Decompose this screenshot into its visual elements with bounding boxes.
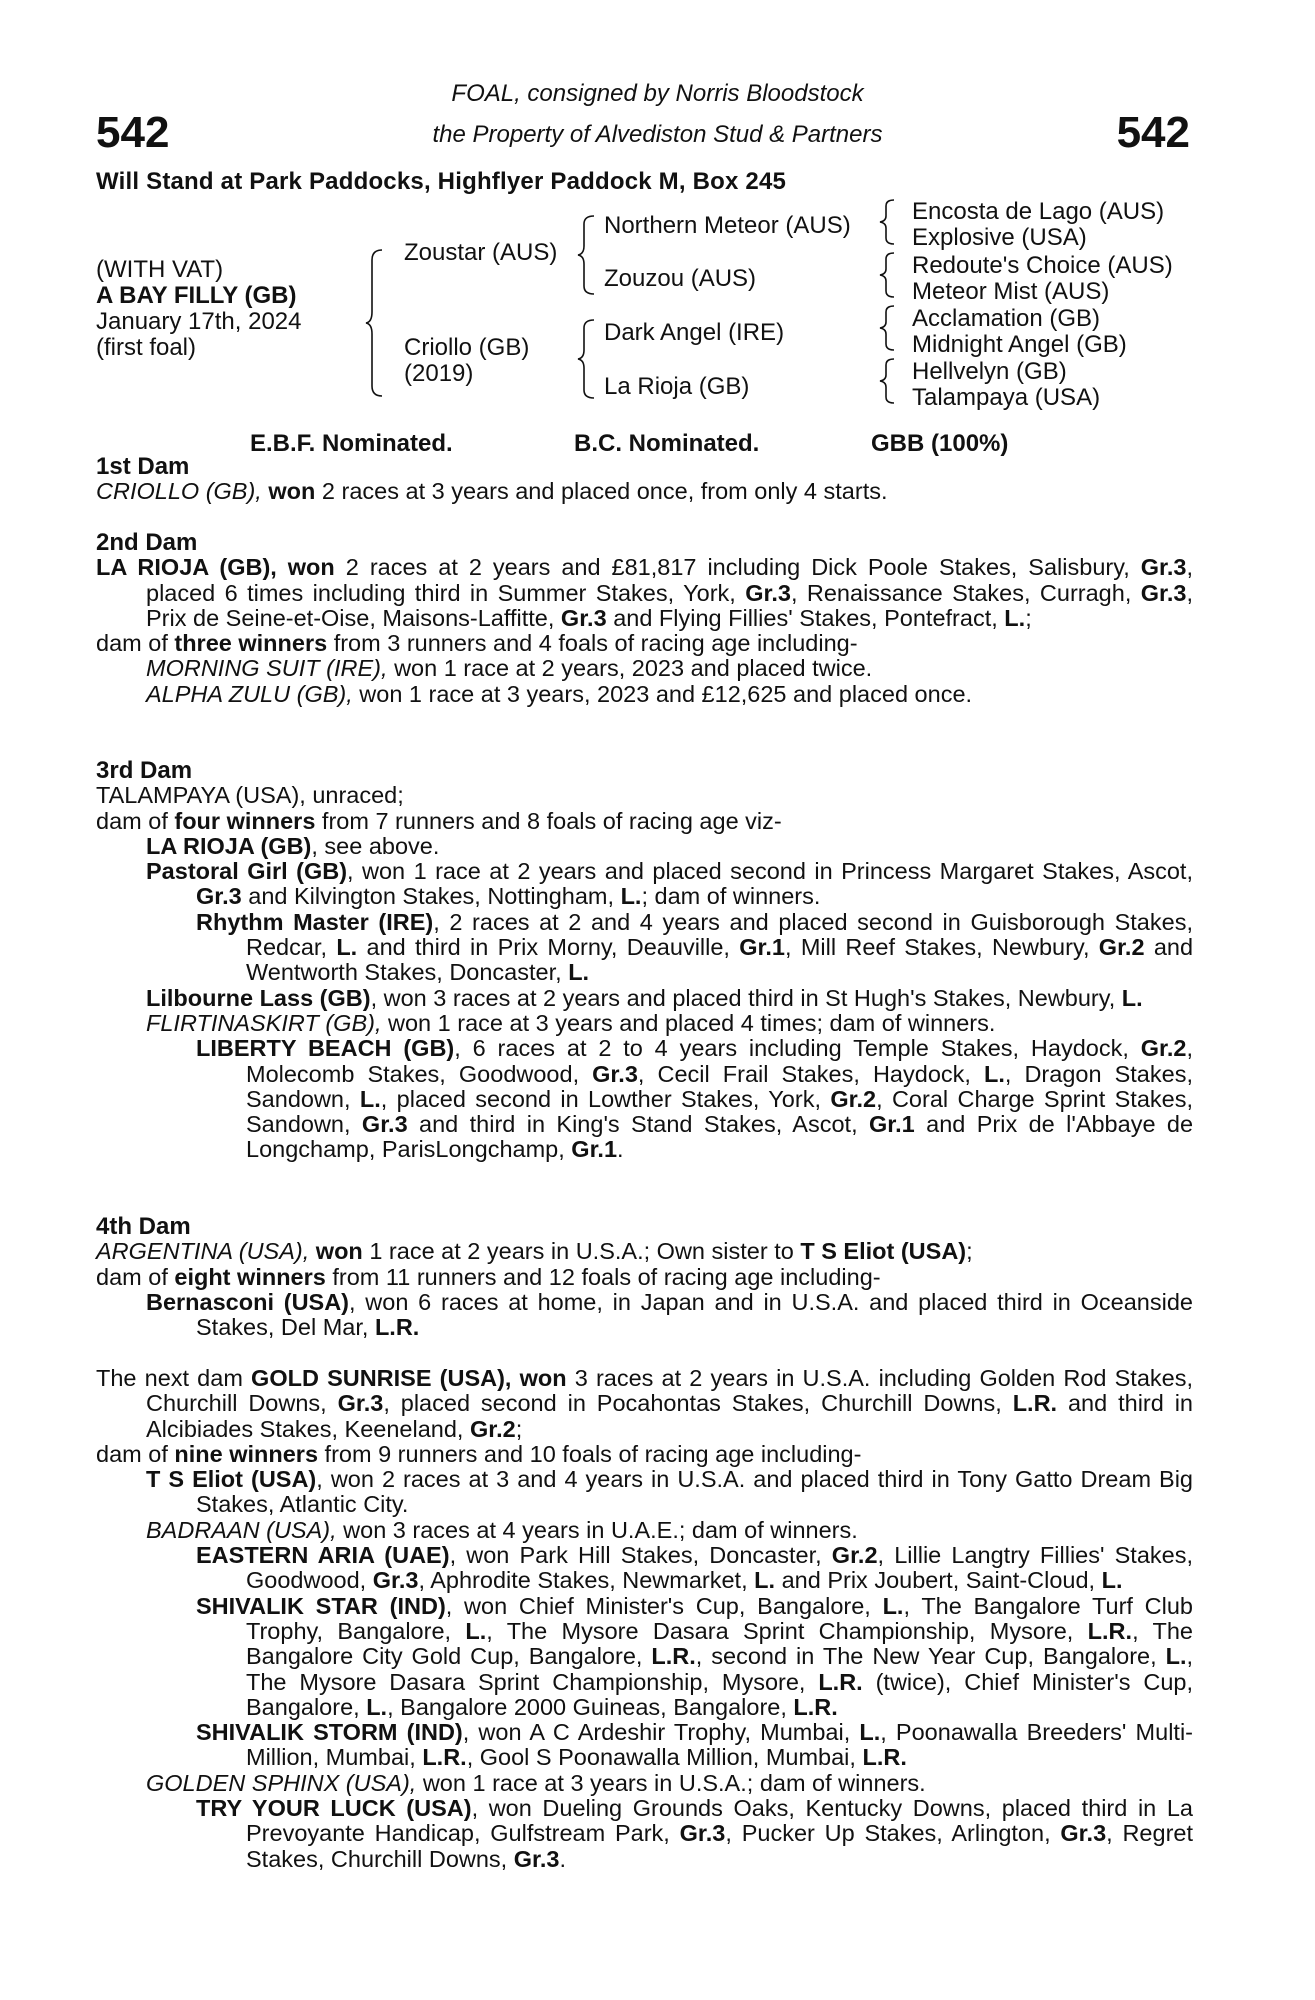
fourth-dam-heading: 4th Dam bbox=[96, 1213, 191, 1240]
second-dam-section bbox=[96, 530, 1193, 707]
produce-liberty-beach: LIBERTY BEACH (GB), 6 races at 2 to 4 years including Temple Stakes, Haydock, Gr.2, Molecomb Stakes, Goodwood, Gr.3, Cecil Frail Stakes, Haydock, L., Dragon Stakes, Sandown, L., placed second in Lowther Stakes, York, Gr.2, Coral Charge Sprint Stakes, Sandown, Gr.3 and third in King's Stand Stakes, Ascot, Gr.1 and Prix de l'Abbaye de Longchamp, ParisLongchamp, Gr.1. bbox=[196, 1035, 1194, 1163]
third-dam-intro: TALAMPAYA (USA), unraced; bbox=[96, 782, 404, 809]
third-dam-heading: 3rd Dam bbox=[96, 757, 193, 784]
next-dam-record: The next dam GOLD SUNRISE (USA), won 3 races at 2 years in U.S.A. including Golden Rod Stakes, Churchill Downs, Gr.3, placed second in Pocahontas Stakes, Churchill Downs, L.R. and third in Alcibiades Stakes, Keeneland, Gr.2; bbox=[96, 1365, 1194, 1442]
produce-shivalik-star: SHIVALIK STAR (IND), won Chief Minister's Cup, Bangalore, L., The Bangalore Turf Club Trophy, Bangalore, L., The Mysore Dasara Sprint Championship, Mysore, L.R., The Bangalore City Gold Cup, Bangalore, L.R., second in The New Year Cup, Bangalore, L., The Mysore Dasara Sprint Championship, Mysore, L.R. (twice), Chief Minister's Cup, Bangalore, L., Bangalore 2000 Guineas, Bangalore, L.R. bbox=[196, 1592, 1194, 1720]
sire-sire: Northern Meteor (AUS) bbox=[604, 212, 851, 239]
produce-try-your-luck: TRY YOUR LUCK (USA), won Dueling Grounds Oaks, Kentucky Downs, placed third in La Prevoyante Handicap, Gulfstream Park, Gr.3, Pucker Up Stakes, Arlington, Gr.3, Regret Stakes, Churchill Downs, Gr.3. bbox=[196, 1795, 1193, 1872]
produce-flirtinaskirt: FLIRTINASKIRT (GB), won 1 race at 3 years and placed 4 times; dam of winners. bbox=[146, 1009, 996, 1036]
lot-number-right: 542 bbox=[1116, 108, 1190, 157]
third-dam-section bbox=[96, 758, 1193, 1163]
dam-dam: La Rioja (GB) bbox=[604, 373, 750, 400]
first-dam-record: CRIOLLO (GB), won 2 races at 3 years and placed once, from only 4 starts. bbox=[96, 478, 888, 505]
second-dam-record: LA RIOJA (GB), won 2 races at 2 years and £81,817 including Dick Poole Stakes, Salisbury, Gr.3, placed 6 times including third in Summer Stakes, York, Gr.3, Renaissance Stakes, Curragh, Gr.3, Prix de Seine-et-Oise, Maisons-Laffitte, Gr.3 and Flying Fillies' Stakes, Pontefract, L.; bbox=[96, 554, 1194, 631]
produce-la-rioja: LA RIOJA (GB), see above. bbox=[146, 832, 440, 859]
produce-shivalik-storm: SHIVALIK STORM (IND), won A C Ardeshir Trophy, Mumbai, L., Poonawalla Breeders' Multi-Million, Mumbai, L.R., Gool S Poonawalla Million, Mumbai, L.R. bbox=[196, 1719, 1193, 1771]
ancestor-4: Meteor Mist (AUS) bbox=[912, 278, 1110, 305]
first-dam-heading: 1st Dam bbox=[96, 453, 190, 480]
produce-morning-suit: MORNING SUIT (IRE), won 1 race at 2 years, 2023 and placed twice. bbox=[146, 655, 873, 682]
sire: Zoustar (AUS) bbox=[404, 239, 558, 266]
first-dam-section bbox=[96, 454, 1193, 505]
second-dam-heading: 2nd Dam bbox=[96, 529, 198, 556]
second-dam-name: LA RIOJA (GB), bbox=[96, 554, 277, 581]
pedigree-bracket-sire bbox=[578, 214, 598, 296]
pedigree-bracket-dam bbox=[578, 318, 598, 400]
horse-name: A BAY FILLY (GB) bbox=[96, 282, 297, 309]
ancestor-7: Hellvelyn (GB) bbox=[912, 358, 1067, 385]
property-line: the Property of Alvediston Stud & Partners bbox=[432, 121, 883, 148]
dam: Criollo (GB) bbox=[404, 334, 530, 361]
ebf-nomination: E.B.F. Nominated. bbox=[250, 430, 453, 457]
gbb-status: GBB (100%) bbox=[871, 430, 1009, 457]
next-dam-produce-summary: dam of nine winners from 9 runners and 10 foals of racing age including- bbox=[96, 1440, 862, 1467]
pedigree-bracket-main bbox=[366, 248, 386, 398]
pedigree-bracket-g4 bbox=[880, 357, 900, 405]
produce-eastern-aria: EASTERN ARIA (UAE), won Park Hill Stakes, Doncaster, Gr.2, Lillie Langtry Fillies' Stakes, Goodwood, Gr.3, Aphrodite Stakes, Newmarket, L. and Prix Joubert, Saint-Cloud, L. bbox=[196, 1542, 1193, 1594]
dam-year: (2019) bbox=[404, 360, 474, 387]
produce-golden-sphinx: GOLDEN SPHINX (USA), won 1 race at 3 years in U.S.A.; dam of winners. bbox=[146, 1769, 926, 1796]
stand-location: Will Stand at Park Paddocks, Highflyer Paddock M, Box 245 bbox=[96, 168, 787, 195]
bc-nomination: B.C. Nominated. bbox=[574, 430, 760, 457]
produce-lilbourne-lass: Lilbourne Lass (GB), won 3 races at 2 years and placed third in St Hugh's Stakes, Newbury, L. bbox=[146, 984, 1143, 1011]
ancestor-1: Encosta de Lago (AUS) bbox=[912, 198, 1165, 225]
produce-pastoral-girl: Pastoral Girl (GB), won 1 race at 2 years and placed second in Princess Margaret Stakes, Ascot, Gr.3 and Kilvington Stakes, Nottingham, L.; dam of winners. bbox=[146, 858, 1193, 910]
vat-note: (WITH VAT) bbox=[96, 256, 224, 283]
next-dam-section bbox=[96, 1366, 1193, 1872]
ancestor-2: Explosive (USA) bbox=[912, 224, 1087, 251]
ancestor-8: Talampaya (USA) bbox=[912, 384, 1101, 411]
ancestor-3: Redoute's Choice (AUS) bbox=[912, 252, 1173, 279]
third-dam-produce-summary: dam of four winners from 7 runners and 8 foals of racing age viz- bbox=[96, 807, 782, 834]
ancestor-5: Acclamation (GB) bbox=[912, 305, 1101, 332]
produce-alpha-zulu: ALPHA ZULU (GB), won 1 race at 3 years, 2023 and £12,625 and placed once. bbox=[146, 680, 973, 707]
first-foal-note: (first foal) bbox=[96, 334, 197, 361]
produce-badraan: BADRAAN (USA), won 3 races at 4 years in U.A.E.; dam of winners. bbox=[146, 1516, 858, 1543]
produce-bernasconi: Bernasconi (USA), won 6 races at home, in Japan and in U.S.A. and placed third in Oceanside Stakes, Del Mar, L.R. bbox=[146, 1288, 1193, 1341]
fourth-dam-section bbox=[96, 1214, 1193, 1340]
ancestor-6: Midnight Angel (GB) bbox=[912, 331, 1127, 358]
pedigree-bracket-g3 bbox=[880, 304, 900, 352]
dam-sire: Dark Angel (IRE) bbox=[604, 319, 785, 346]
second-dam-produce-summary: dam of three winners from 3 runners and 4 foals of racing age including- bbox=[96, 630, 858, 657]
pedigree-bracket-g2 bbox=[880, 251, 900, 299]
produce-ts-eliot: T S Eliot (USA), won 2 races at 3 and 4 years in U.S.A. and placed third in Tony Gatto Dream Big Stakes, Atlantic City. bbox=[146, 1466, 1194, 1518]
consignor-line: FOAL, consigned by Norris Bloodstock bbox=[451, 80, 864, 107]
foaling-date: January 17th, 2024 bbox=[96, 308, 302, 335]
fourth-dam-produce-summary: dam of eight winners from 11 runners and 12 foals of racing age including- bbox=[96, 1263, 881, 1290]
pedigree-bracket-g1 bbox=[880, 198, 900, 246]
produce-rhythm-master: Rhythm Master (IRE), 2 races at 2 and 4 years and placed second in Guisborough Stakes, Redcar, L. and third in Prix Morny, Deauville, Gr.1, Mill Reef Stakes, Newbury, Gr.2 and Wentworth Stakes, Doncaster, L. bbox=[196, 908, 1194, 986]
first-dam-name: CRIOLLO (GB), bbox=[96, 478, 262, 505]
fourth-dam-record: ARGENTINA (USA), won 1 race at 2 years in U.S.A.; Own sister to T S Eliot (USA); bbox=[96, 1238, 973, 1265]
sire-dam: Zouzou (AUS) bbox=[604, 265, 757, 292]
lot-number-left: 542 bbox=[96, 108, 170, 157]
